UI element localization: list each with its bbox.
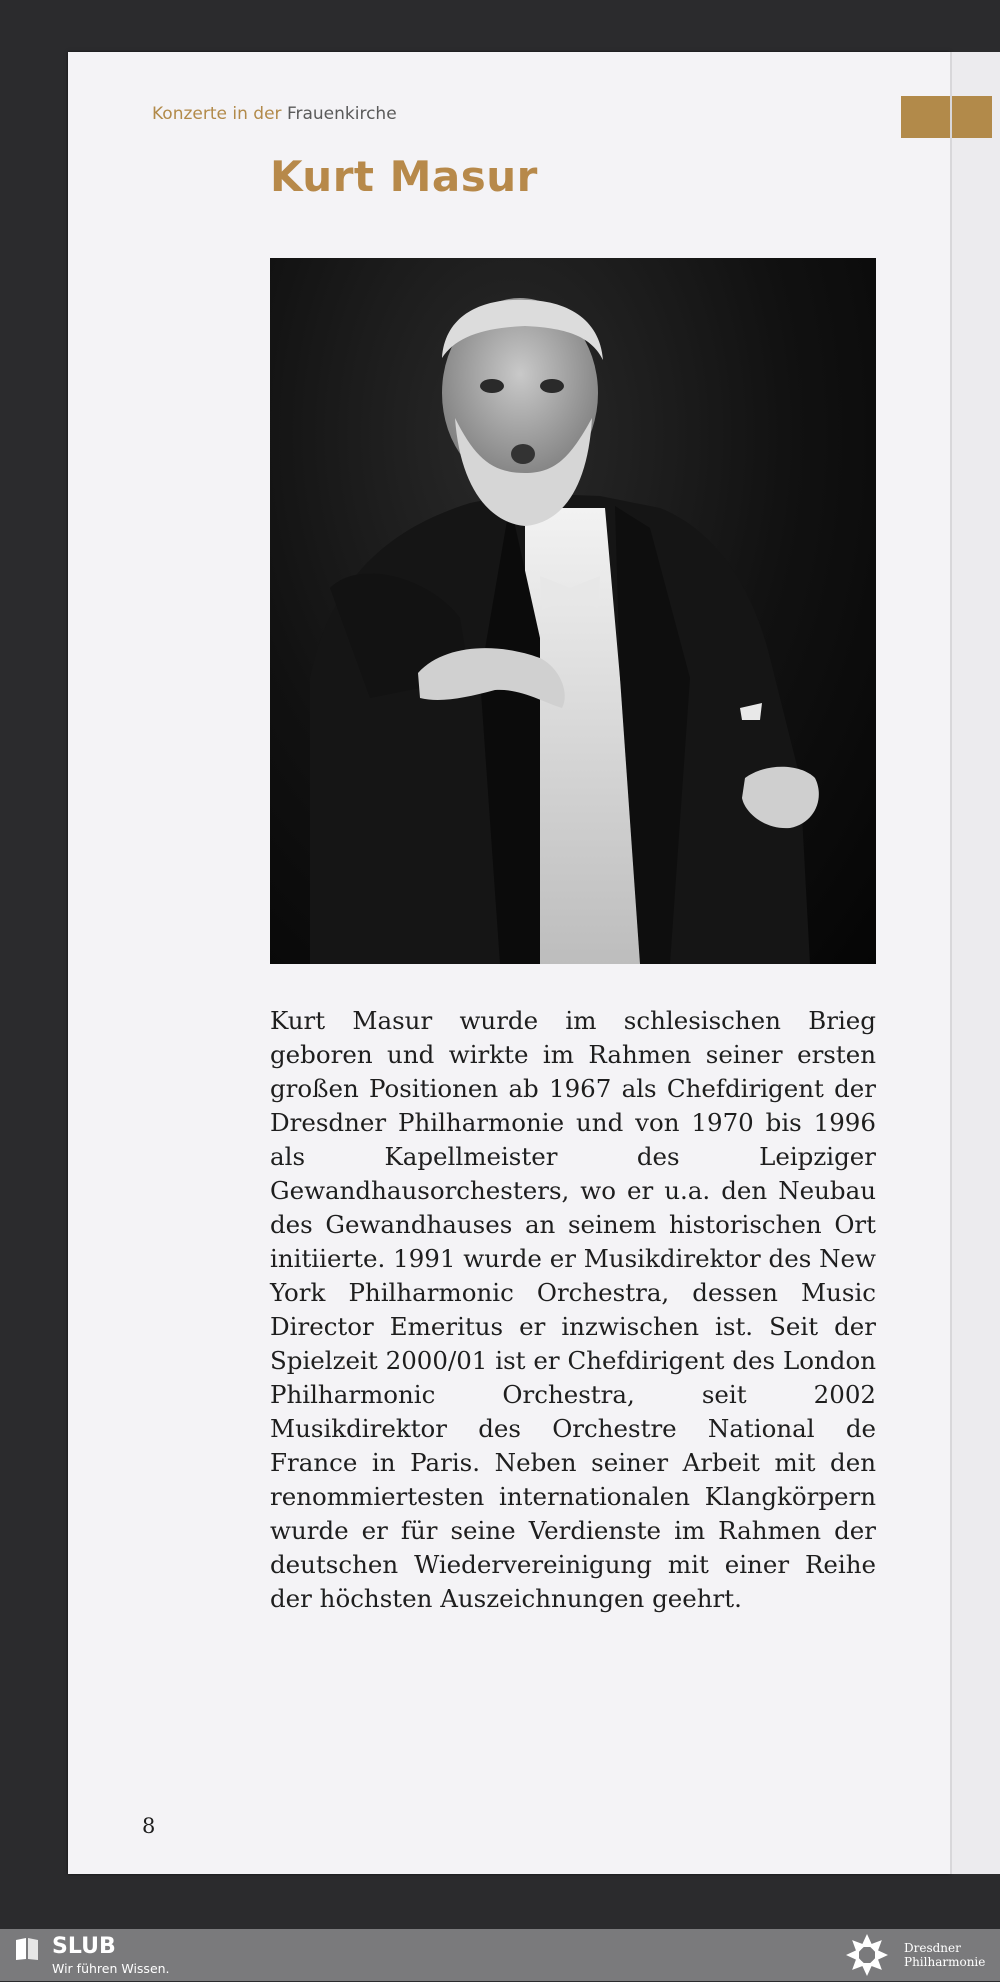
page-number: 8	[142, 1814, 156, 1838]
running-header	[152, 104, 397, 124]
page-title: Kurt Masur	[270, 152, 538, 201]
brochure-page	[68, 52, 950, 1874]
running-header-prefix: Konzerte in der	[152, 104, 282, 124]
next-page-edge	[950, 52, 1000, 1874]
running-header-suffix: Frauenkirche	[286, 104, 397, 124]
viewer-footer-bar	[0, 1929, 1000, 1981]
slub-tagline: Wir führen Wissen.	[52, 1961, 170, 1976]
biography-text: Kurt Masur wurde im schlesischen Brieg geboren und wirkte im Rahmen seiner ersten großen Positionen ab 1967 als Chefdirigent der Dresdner Philharmonie und von 1970 bis 1996 als Kapellmeister des Leipziger Gewandhausorchesters, wo er u.a. den Neubau des Gewandhauses an seinem historischen Ort initiierte. 1991 wurde er Musikdirektor des New York Philharmonic Orchestra, dessen Music Director Emeritus er inzwischen ist. Seit der Spielzeit 2000/01 ist er Chefdirigent des London Philharmonic Orchestra, seit 2002 Musikdirektor des Orchestre National de France in Paris. Neben seiner Arbeit mit den renommiertesten internationalen Klangkörpern wurde er für seine Verdienste im Rahmen der deutschen Wiedervereinigung mit einer Reihe der höchsten Auszeichnungen geehrt.	[270, 1006, 876, 1613]
slub-logo-name[interactable]: SLUB	[52, 1934, 116, 1959]
dresdner-philharmonie-name[interactable]	[904, 1941, 996, 1969]
dp-name-line1: Dresdner	[904, 1941, 961, 1955]
portrait-photo	[270, 258, 876, 964]
dp-name-line2: Philharmonie	[904, 1955, 986, 1969]
section-tab-marker	[901, 96, 950, 138]
dresdner-philharmonie-logo[interactable]	[842, 1932, 892, 1978]
next-page-tab-marker	[952, 96, 992, 138]
book-icon	[14, 1937, 40, 1961]
